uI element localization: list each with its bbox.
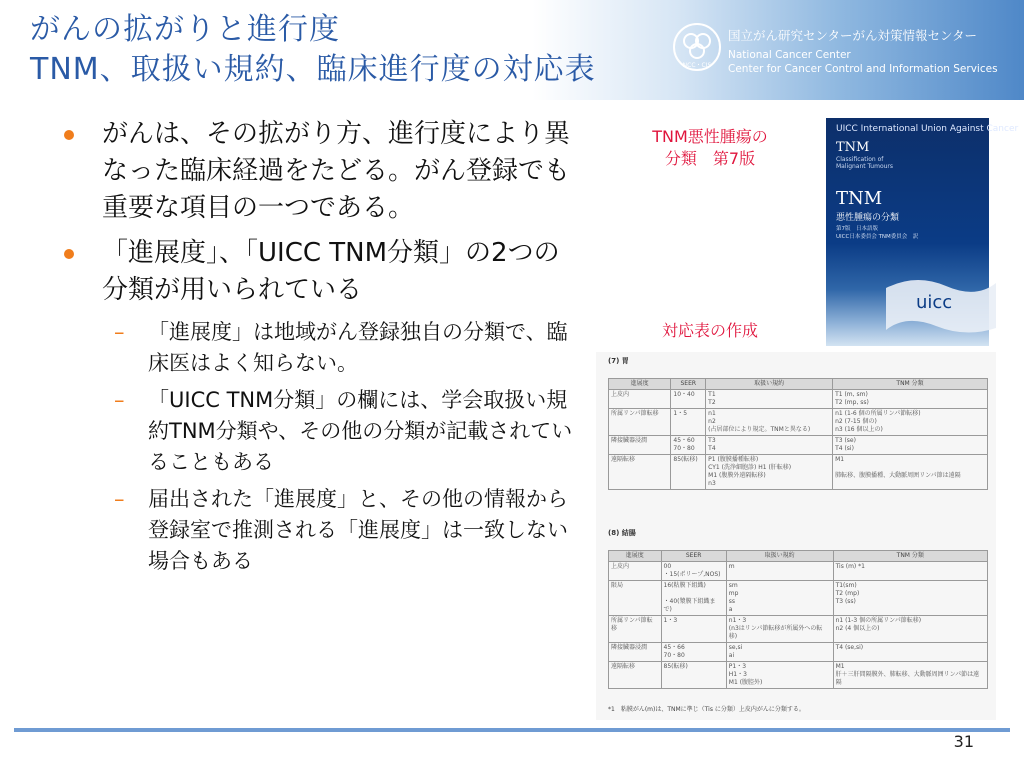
stomach-table <box>608 378 988 490</box>
slide-header <box>0 0 1024 100</box>
dash-marker: – <box>114 487 125 511</box>
ncc-logo-icon <box>672 22 722 72</box>
sub-bullet-text: 「進展度」は地域がん登録独自の分類で、臨床医はよく知らない。 <box>148 320 568 375</box>
title-line-1: がんの拡がりと進行度 <box>30 12 340 47</box>
book-translator: UICC日本委員会 TNM委員会 訳 <box>836 234 919 240</box>
table-cell: P1・3 H1・3 M1 (腹腔外) <box>726 662 833 689</box>
colon-table <box>608 550 988 689</box>
table-row <box>609 562 988 581</box>
table-cell: 00 ・15(ポリープ,NOS) <box>661 562 726 581</box>
org-name-en-1: National Cancer Center <box>728 49 851 61</box>
table-cell: P1 (腹膜播種転移) CY1 (洗浄細胞診) H1 (肝転移) M1 (腹膜外遠隔転移) n3 <box>706 455 833 490</box>
table-cell: 上皮内 <box>609 390 671 409</box>
table-header-row <box>609 551 988 562</box>
table-cell: m <box>726 562 833 581</box>
bullet-list <box>62 116 582 583</box>
table-cell: n1・3 (n3はリンパ節転移が所属外への転移) <box>726 616 833 643</box>
table-cell: 遠隔転移 <box>609 455 671 490</box>
table-row <box>609 409 988 436</box>
book-caption <box>612 126 808 170</box>
table-row <box>609 436 988 455</box>
book-caption-line-2: 分類 第7版 <box>664 149 756 168</box>
table-header-cell: SEER <box>661 551 726 562</box>
title-line-2: TNM、取扱い規約、臨床進行度の対応表 <box>30 52 596 87</box>
table-header-cell: 取扱い規約 <box>726 551 833 562</box>
table-header-row <box>609 379 988 390</box>
bullet-item <box>62 116 582 227</box>
table-cell: n1 n2 (占居部位により規定。TNMと異なる) <box>706 409 833 436</box>
table-footnote: *1 粘膜がん(m)は、TNMに準じ（Tis に分類）上皮内がんに分類する。 <box>608 706 805 713</box>
table-cell: 限局 <box>609 581 662 616</box>
bullet-text: 「進展度」、「UICC TNM分類」の2つの分類が用いられている <box>102 238 560 305</box>
table-cell: 上皮内 <box>609 562 662 581</box>
book-caption-line-1: TNM悪性腫瘍の <box>652 127 768 146</box>
section-heading-stomach: (7) 胃 <box>608 357 629 365</box>
table-row <box>609 390 988 409</box>
sub-bullet-item <box>62 484 582 577</box>
table-cell: 45・66 70・80 <box>661 643 726 662</box>
footer-divider <box>14 728 1010 732</box>
table-cell: 45・60 70・80 <box>671 436 706 455</box>
slide-title <box>30 10 596 90</box>
sub-bullet-text: 「UICC TNM分類」の欄には、学会取扱い規約TNM分類や、その他の分類が記載されていることもある <box>148 388 573 474</box>
bullet-marker <box>64 130 74 140</box>
book-subtitle-1: Classification of <box>836 156 884 163</box>
table-cell: M1 肺転移、腹膜播種、大動脈周囲リンパ節は遠隔 <box>833 455 988 490</box>
table-cell: n1 (1-6 個の所属リンパ節転移) n2 (7-15 個の) n3 (16 個以上の) <box>833 409 988 436</box>
table-cell: 所属リンパ節転移 <box>609 409 671 436</box>
table-caption: 対応表の作成 <box>661 321 758 340</box>
org-name-en-2: Center for Cancer Control and Information Services <box>728 63 998 75</box>
table-header-cell: SEER <box>671 379 706 390</box>
table-cell: T1 T2 <box>706 390 833 409</box>
table-cell: 隣接臓器浸潤 <box>609 643 662 662</box>
table-row <box>609 643 988 662</box>
table-cell: 隣接臓器浸潤 <box>609 436 671 455</box>
table-cell: T1 (m, sm) T2 (mp, ss) <box>833 390 988 409</box>
book-japanese-title: 悪性腫瘍の分類 <box>836 213 900 223</box>
sub-bullet-text: 届出された「進展度」と、その他の情報から登録室で推測される「進展度」は一致しない場合もある <box>148 487 568 573</box>
section-heading-colon: (8) 結腸 <box>608 529 636 537</box>
table-cell: Tis (m) *1 <box>833 562 987 581</box>
book-subtitle-2: Malignant Tumours <box>836 163 894 170</box>
table-cell: 1・5 <box>671 409 706 436</box>
table-cell: sm mp ss a <box>726 581 833 616</box>
flag-text: uicc <box>916 292 953 313</box>
table-cell: M1 肝＋三肝間隔膜外、肺転移、大動脈周囲リンパ節は遠隔 <box>833 662 987 689</box>
table-cell: 遠隔転移 <box>609 662 662 689</box>
organization-name <box>728 28 998 76</box>
book-tnm-heading-2: TNM <box>836 188 883 209</box>
table-cell: T3 (se) T4 (si) <box>833 436 988 455</box>
book-edition: 第7版 日本語版 <box>836 226 878 232</box>
table-cell: n1 (1-3 個の所属リンパ節転移) n2 (4 個以上の) <box>833 616 987 643</box>
table-header-cell: 進展度 <box>609 379 671 390</box>
bullet-text: がんは、その拡がり方、進行度により異なった臨床経過をたどる。がん登録でも重要な項目の一つである。 <box>102 119 571 223</box>
sub-bullet-item <box>62 385 582 478</box>
bullet-marker <box>64 249 74 259</box>
table-cell: 所属リンパ節転移 <box>609 616 662 643</box>
table-cell: 16(粘膜下組織) ・40(漿膜下組織まで) <box>661 581 726 616</box>
book-publisher-banner: UICC International Union Against Cancer <box>836 124 1019 134</box>
table-cell: T3 T4 <box>706 436 833 455</box>
dash-marker: – <box>114 388 125 412</box>
book-subtitle <box>836 156 893 170</box>
table-cell: 10・40 <box>671 390 706 409</box>
flag-icon <box>886 268 996 338</box>
tnm-book-cover-image <box>826 118 1019 346</box>
table-cell: 1・3 <box>661 616 726 643</box>
table-row <box>609 662 988 689</box>
table-row <box>609 581 988 616</box>
table-header-cell: TNM 分類 <box>833 379 988 390</box>
org-name-en <box>728 48 998 76</box>
table-cell: se,si ai <box>726 643 833 662</box>
page-number: 31 <box>953 732 974 751</box>
correspondence-table-image <box>596 352 996 720</box>
book-tnm-heading: TNM <box>836 140 870 155</box>
table-row <box>609 455 988 490</box>
dash-marker: – <box>114 320 125 344</box>
table-header-cell: 取扱い規約 <box>706 379 833 390</box>
table-cell: T4 (se,si) <box>833 643 987 662</box>
bullet-item <box>62 235 582 309</box>
table-header-cell: TNM 分類 <box>833 551 987 562</box>
table-cell: T1(sm) T2 (mp) T3 (ss) <box>833 581 987 616</box>
sub-bullet-item <box>62 317 582 379</box>
table-cell: 85(転移) <box>661 662 726 689</box>
table-header-cell: 進展度 <box>609 551 662 562</box>
org-name-jp: 国立がん研究センターがん対策情報センター <box>728 28 978 43</box>
table-cell: 85(転移) <box>671 455 706 490</box>
logo-text: NCC・CIS <box>682 62 712 69</box>
table-row <box>609 616 988 643</box>
